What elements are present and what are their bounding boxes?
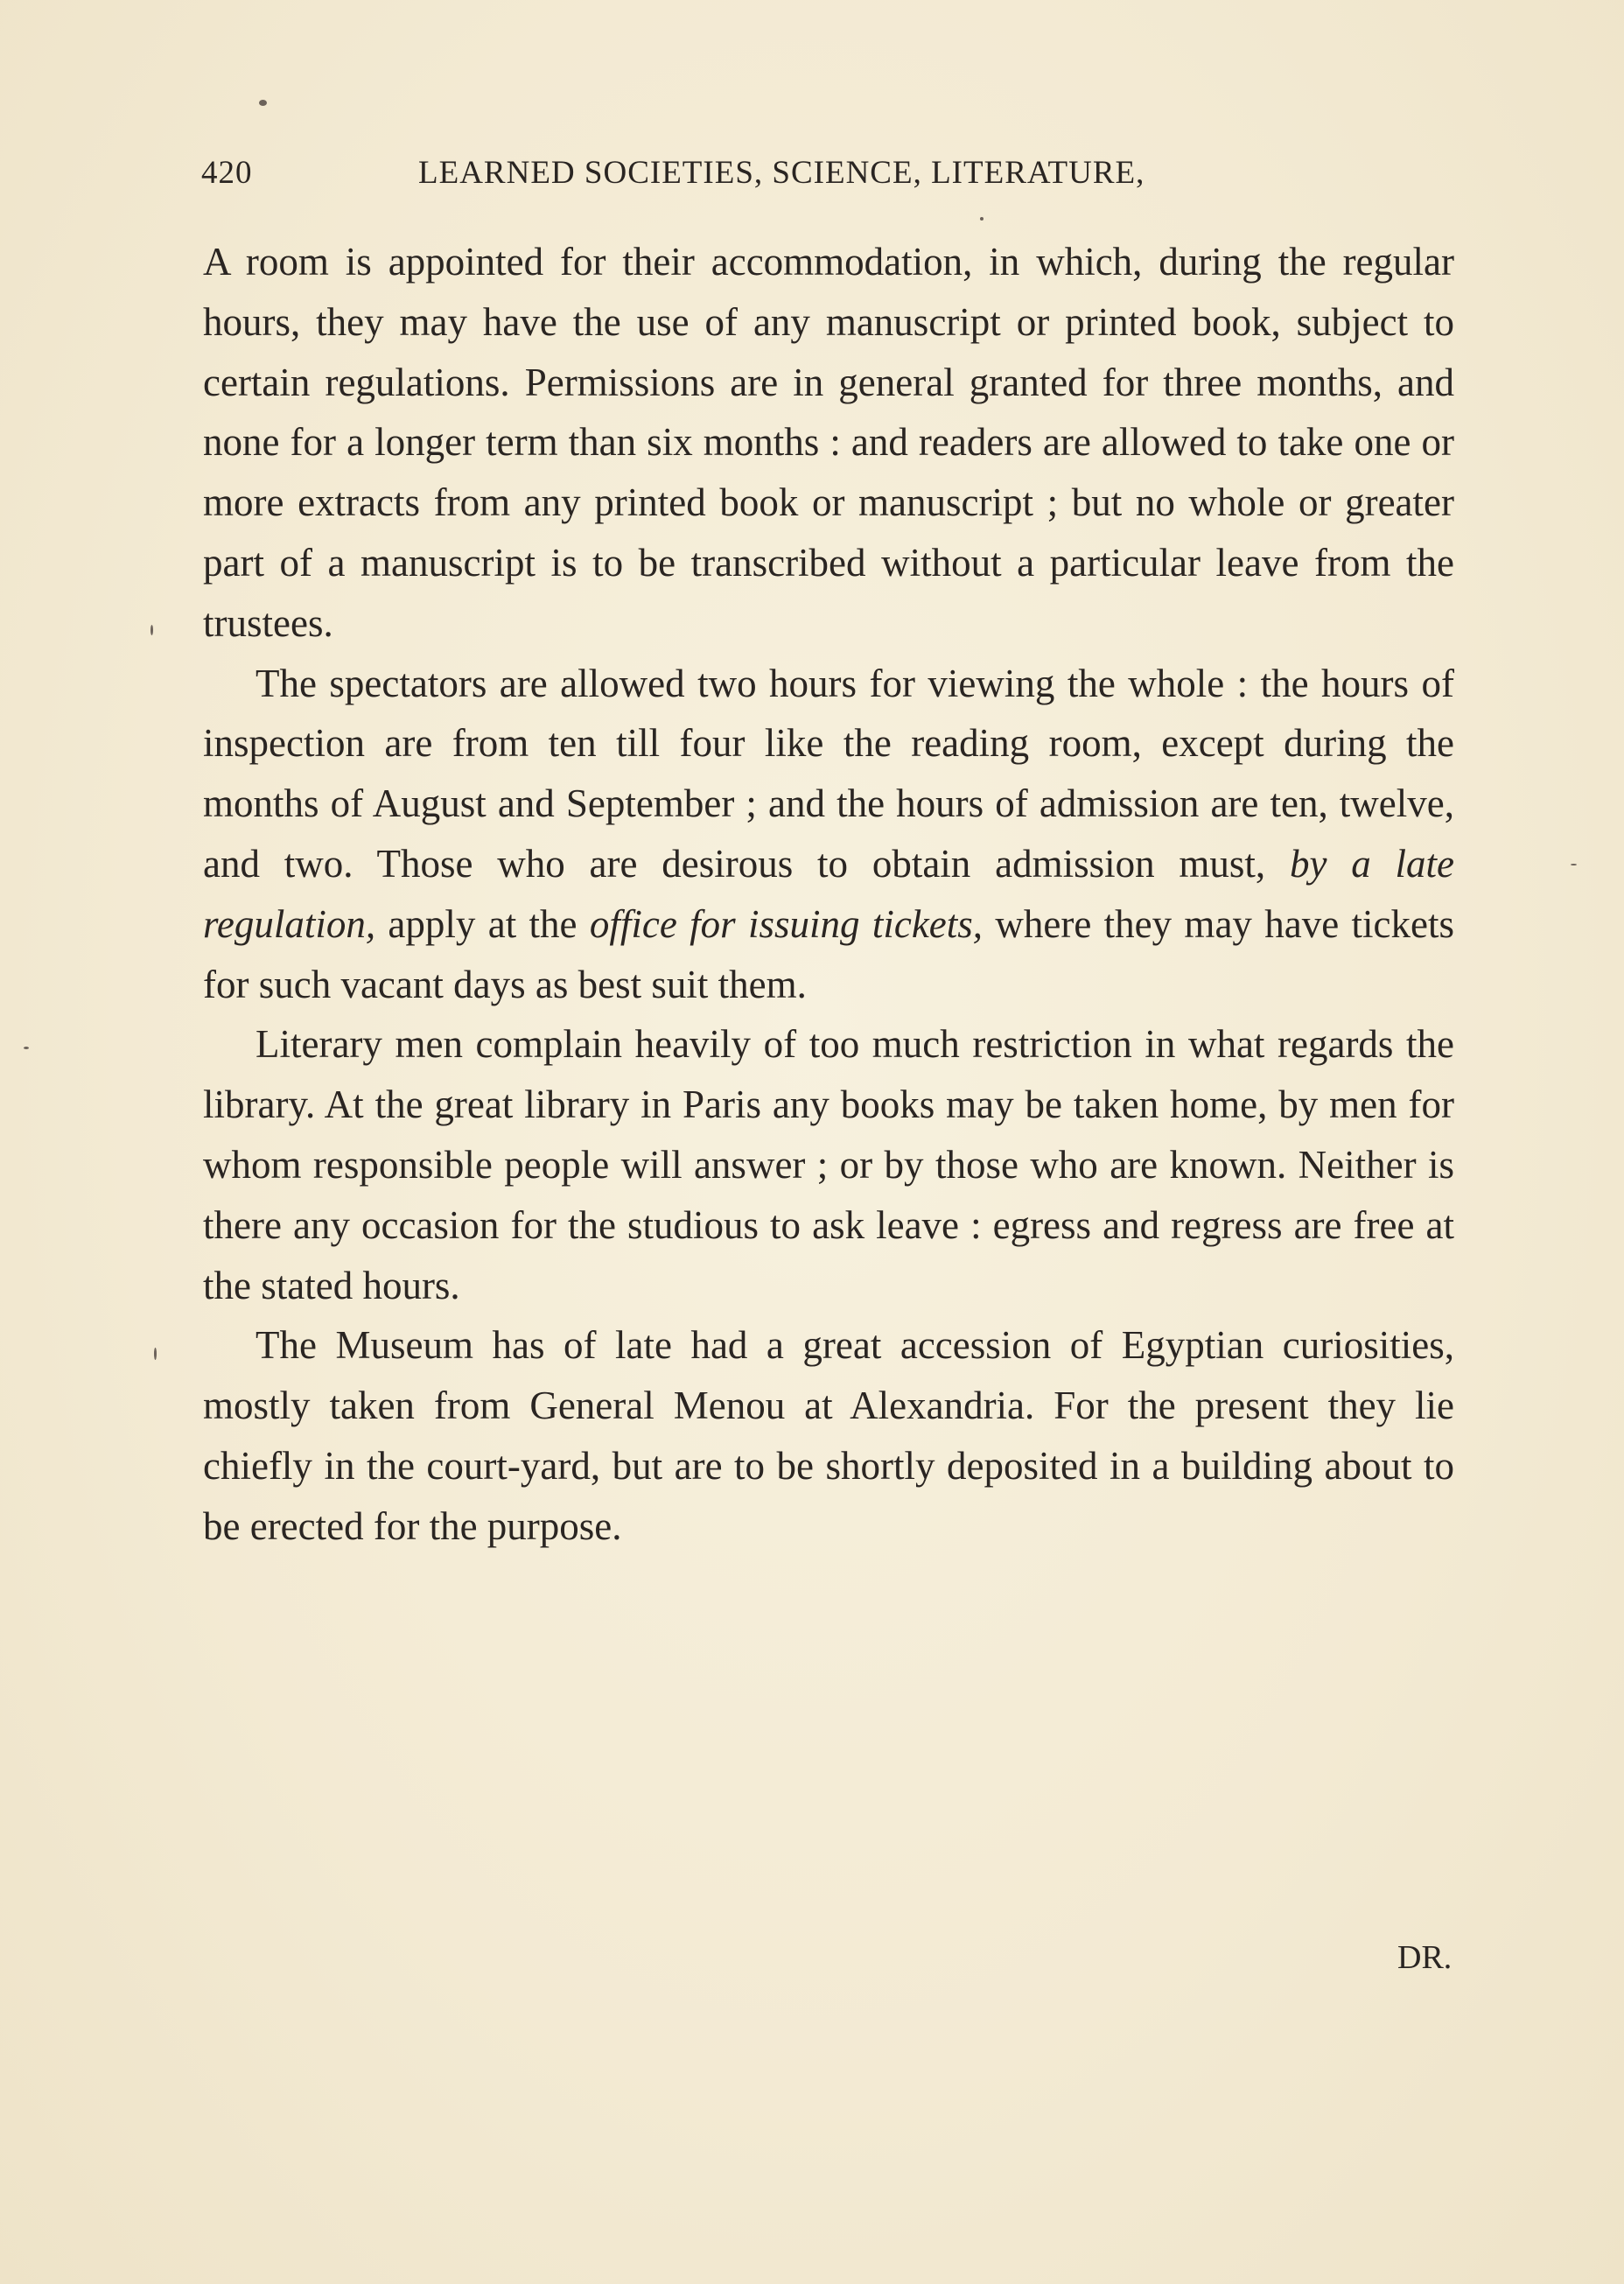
paragraph-text: where they may have tickets for such vacant days as best suit them. [203, 901, 1454, 1006]
ink-speck [259, 100, 267, 106]
ink-speck [1571, 864, 1577, 865]
paragraph-text: A room is appointed for their accommodation, in which, during the regular hours, they may have the use of any manuscript or printed book, subject to certain regulations. Permissions are in general granted for three months, and none for a longer term than six months : and readers are allowed to take one or more extracts from any printed book or manuscript ; but no whole or greater part of a manuscript is to be transcribed without a particular leave from the trustees. [203, 240, 1454, 645]
italic-phrase-office: office for issuing tickets, [589, 901, 984, 946]
catchword: DR. [1397, 1939, 1452, 1976]
paragraph-text: The Museum has of late had a great accession of Egyptian curiosities, mostly taken from General Menou at Alexandria. For the present they lie chiefly in the court-yard, but are to be shortly deposited in a building about to be erected for the purpose. [203, 1323, 1454, 1548]
ink-speck [150, 625, 153, 635]
body-text [203, 232, 1454, 1557]
paragraph-text: Literary men complain heavily of too much restriction in what regards the library. At the great library in Paris any books may be taken home, by men for whom responsible people will answer ; or by those who are known. Neither is there any occasion for the studious to ask leave : egress and regress are free at the stated hours. [203, 1022, 1454, 1307]
page-number: 420 [201, 155, 253, 191]
running-title: LEARNED SOCIETIES, SCIENCE, LITERATURE, [418, 155, 1145, 191]
paragraph-library [203, 1014, 1454, 1315]
paragraph-reading-room [203, 232, 1454, 654]
paragraph-text: The spectators are allowed two hours for viewing the whole : the hours of inspection are from ten till four like the reading room, except during the months of August and September ; and the hours of admission are ten, twelve, and two. Those who are desirous to obtain admission must, [203, 661, 1454, 886]
ink-speck [24, 1047, 29, 1049]
paragraph-egyptian [203, 1315, 1454, 1556]
running-head [201, 154, 1225, 198]
italic-phrase-regulation: by a late regulation, [203, 841, 1455, 946]
paragraph-text: apply at the [375, 901, 590, 946]
paragraph-spectators [203, 654, 1454, 1015]
ink-speck [980, 217, 984, 221]
ink-speck [154, 1348, 157, 1360]
